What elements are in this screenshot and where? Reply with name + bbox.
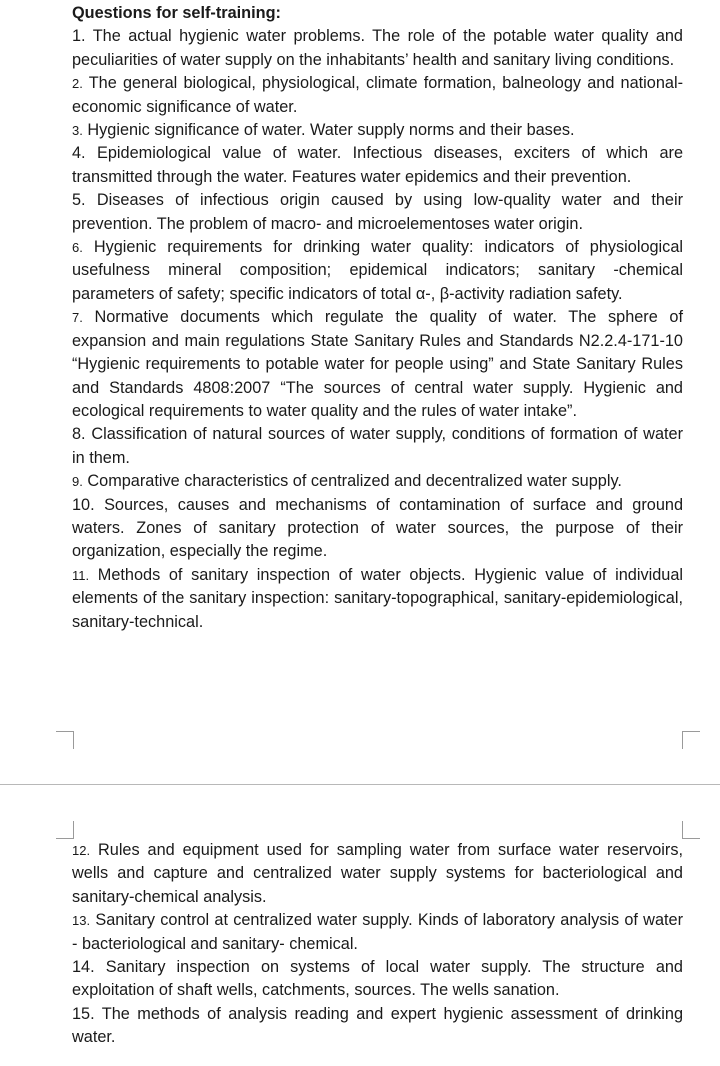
question-text: Rules and equipment used for sampling water from surface water reservoirs, wells and capture and centralized water supply systems for bacteriological and sanitary-chemical analysis. [72, 841, 683, 906]
question-text: The methods of analysis reading and expert hygienic assessment of drinking water. [72, 1004, 684, 1047]
question-number: 8. [72, 425, 86, 444]
question-item [72, 956, 683, 1003]
question-number: 12. [72, 843, 91, 858]
question-number: 10. [72, 495, 95, 514]
question-text: The actual hygienic water problems. The role of the potable water quality and peculiarities of water supply on the inhabitants’ health and sanitary living conditions. [72, 27, 683, 69]
question-item [72, 189, 683, 236]
page-corner-mark [682, 821, 700, 839]
question-number: 15. [72, 1004, 95, 1023]
question-text: The general biological, physiological, climate formation, balneology and national-economic significance of water. [72, 74, 684, 116]
question-number: 5. [72, 191, 86, 210]
question-item [72, 306, 683, 423]
question-item [72, 72, 683, 119]
question-item [72, 119, 683, 142]
document-page-2 [0, 785, 720, 1066]
question-item [72, 236, 683, 306]
page-corner-mark [56, 821, 74, 839]
question-item [72, 564, 683, 634]
question-text: Classification of natural sources of water supply, conditions of formation of water in them. [72, 425, 683, 467]
question-text: Sanitary inspection on systems of local water supply. The structure and exploitation of shaft wells, catchments, sources. The wells sanation. [72, 958, 683, 1000]
question-number: 4. [72, 144, 86, 163]
question-number: 13. [72, 913, 91, 929]
question-item [72, 1003, 683, 1050]
question-text: Sources, causes and mechanisms of contamination of surface and ground waters. Zones of sanitary protection of water sources, the purpose of their organization, especially the regime. [72, 495, 683, 561]
question-number: 3. [72, 123, 83, 139]
question-text: Diseases of infectious origin caused by using low-quality water and their prevention. The problem of macro- and microelementoses water origin. [72, 191, 683, 233]
question-item [72, 839, 683, 909]
question-item [72, 25, 683, 72]
question-number: 2. [72, 76, 83, 92]
question-text: Comparative characteristics of centralized and decentralized water supply. [87, 472, 622, 491]
question-number: 11. [72, 567, 90, 583]
page-corner-mark [56, 731, 74, 749]
question-item [72, 423, 683, 470]
question-number: 9. [72, 474, 83, 490]
question-number: 14. [72, 958, 95, 977]
section-heading: Questions for self-training: [72, 4, 281, 22]
page-corner-mark [682, 731, 700, 749]
question-item [72, 494, 683, 564]
question-text: Sanitary control at centralized water supply. Kinds of laboratory analysis of water - bacteriological and sanitary- chemical. [72, 911, 683, 953]
question-number: 7. [72, 310, 83, 326]
question-item [72, 142, 683, 189]
question-text: Hygienic requirements for drinking water quality: indicators of physiological usefulness mineral composition; epidemical indicators; sanitary -chemical parameters of safety; specific indicators of total α-, β-activity radiation safety. [72, 238, 683, 303]
question-text: Methods of sanitary inspection of water objects. Hygienic value of individual elements of the sanitary inspection: sanitary-topographical, sanitary-epidemiological, sanitary-technical. [72, 565, 683, 631]
question-text: Normative documents which regulate the quality of water. The sphere of expansion and main regulations State Sanitary Rules and Standards N2.2.4-171-10 “Hygienic requirements to potable water for people using” and State Sanitary Rules and Standards 4808:2007 “The sources of central water supply. Hygienic and ecological requirements to water quality and the rules of water intake”. [72, 308, 683, 420]
question-item [72, 470, 683, 493]
question-list-part-2 [72, 839, 683, 1050]
question-number: 1. [72, 27, 86, 46]
question-text: Hygienic significance of water. Water supply norms and their bases. [87, 121, 575, 140]
question-list-part-1 [72, 2, 683, 634]
question-item [72, 909, 683, 956]
question-number: 6. [72, 240, 83, 256]
question-text: Epidemiological value of water. Infectious diseases, exciters of which are transmitted through the water. Features water epidemics and their prevention. [72, 144, 683, 186]
